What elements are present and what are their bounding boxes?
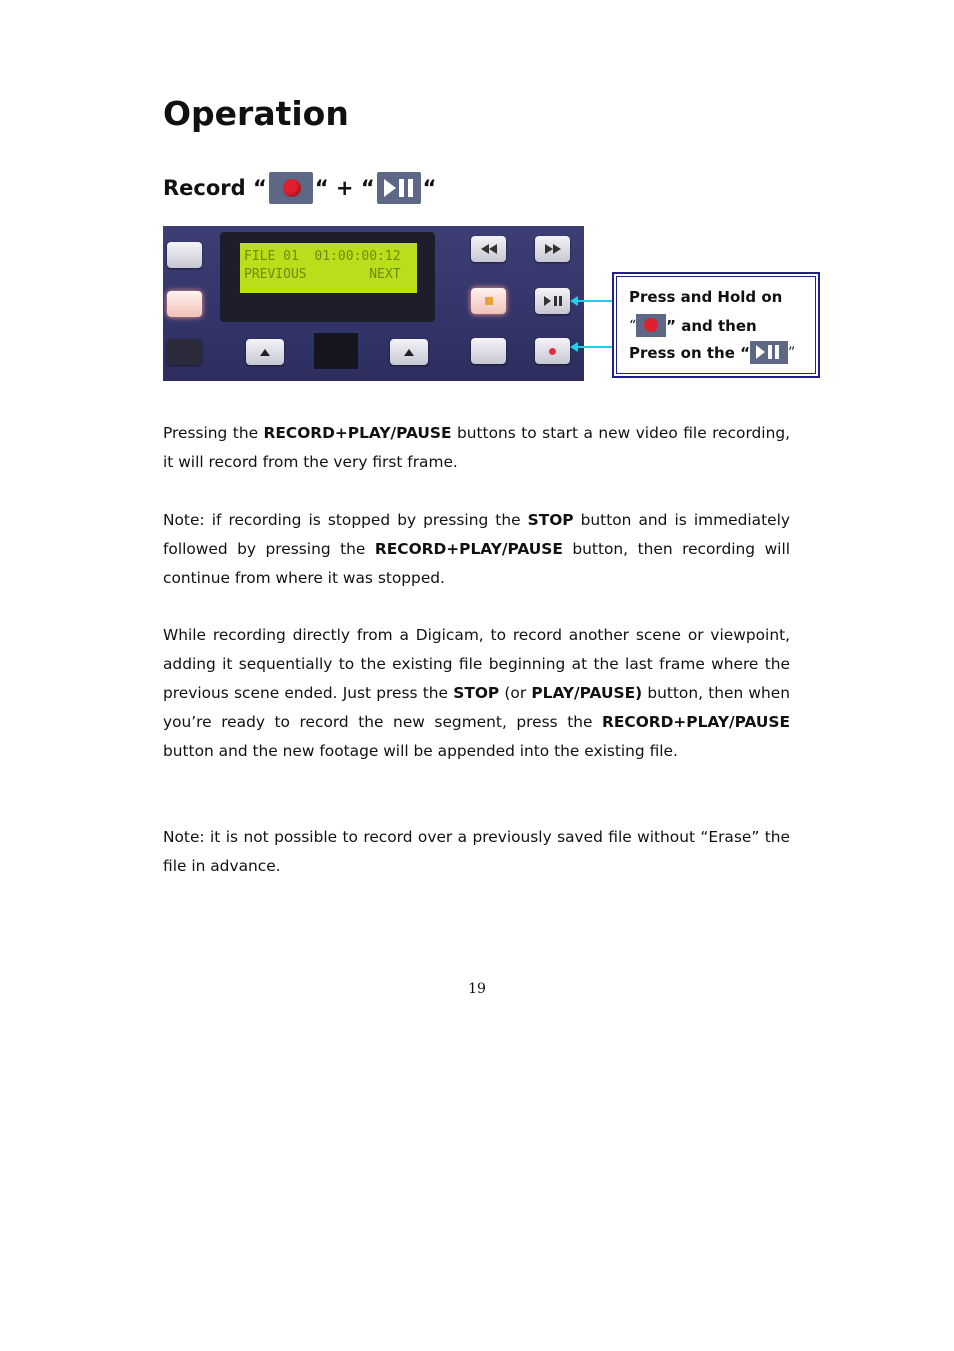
panel-record-button (535, 338, 570, 364)
callout-line-1 (629, 288, 782, 306)
device-panel-photo (163, 226, 584, 381)
page-title: Operation (163, 94, 349, 133)
p4-text-a: Note: it is not possible to record over a previously saved file without “Erase” the file in advance. (163, 828, 790, 875)
callout-line-3-text: Press on the “ (629, 343, 750, 362)
p3-text-c: (or (499, 684, 532, 702)
panel-search-button (471, 338, 506, 364)
callout-play-pause-icon (750, 341, 788, 364)
lcd-line-2: PREVIOUS NEXT (244, 267, 401, 282)
p2-bold-stop: STOP (527, 511, 574, 529)
paragraph-note-stop (163, 506, 790, 593)
p2-bold-record-play-pause: RECORD+PLAY/PAUSE (374, 540, 563, 558)
panel-eject-left-button (246, 339, 284, 365)
p2-text-a: Note: if recording is stopped by pressing the (163, 511, 528, 529)
paragraph-note-erase (163, 823, 790, 881)
panel-glowing-button (167, 291, 202, 317)
panel-eject-right-button (390, 339, 428, 365)
lcd-line-1: FILE 01 01:00:00:12 (244, 249, 401, 264)
callout-quote-close: ” (787, 344, 796, 361)
p3-bold-record-play-pause: RECORD+PLAY/PAUSE (602, 713, 790, 731)
p3-bold-play-pause: PLAY/PAUSE) (531, 684, 643, 702)
panel-forward-button (535, 236, 570, 262)
callout-quote-open: “ (629, 317, 637, 334)
lcd-frame (220, 232, 435, 322)
panel-stop-button (471, 288, 506, 314)
p2-text-d: button, then recording will continue from where it was stopped. (163, 540, 790, 587)
p1-text-a: Pressing the (163, 424, 264, 442)
paragraph-record-start (163, 419, 790, 477)
quote-close: “ (422, 176, 437, 200)
page-number: 19 (468, 981, 486, 997)
p2-text-c: button and is immediately followed by pressing the (163, 511, 790, 558)
panel-menu-button (167, 242, 202, 268)
quote-open: “ (253, 176, 267, 200)
p3-text-d: button, then when you’re ready to record the new segment, press the (163, 684, 790, 731)
callout-line-2 (629, 314, 757, 337)
p3-bold-stop: STOP (453, 684, 500, 702)
panel-rewind-button (471, 236, 506, 262)
lcd-display (240, 243, 417, 293)
p3-text-e: button and the new footage will be appended into the existing file. (163, 742, 678, 760)
panel-dark-window (314, 333, 358, 369)
panel-dark-button (167, 339, 202, 365)
callout-arrow-upper (578, 300, 613, 302)
callout-record-icon (636, 314, 666, 337)
section-heading-label: Record (163, 176, 246, 200)
plus-separator: “ + “ (314, 176, 375, 200)
record-button-icon (269, 172, 313, 204)
callout-line-2-text: ” and then (666, 316, 757, 335)
paragraph-digicam-recording (163, 621, 790, 766)
section-heading-record (163, 168, 436, 208)
play-pause-button-icon (377, 172, 421, 204)
callout-arrow-lower (578, 346, 613, 348)
p1-text-c: buttons to start a new video file recording, it will record from the very first frame. (163, 424, 790, 471)
panel-play-pause-button (535, 288, 570, 314)
callout-arrowhead-lower (570, 342, 578, 352)
p3-text-a: While recording directly from a Digicam, to record another scene or viewpoint, adding it sequentially to the existing file beginning at the last frame where the previous scene ended. Just press the (163, 626, 790, 702)
callout-arrowhead-upper (570, 296, 578, 306)
callout-line-3 (629, 341, 795, 364)
callout-box (612, 272, 820, 378)
callout-line-1-text: Press and Hold on (629, 288, 783, 306)
p1-bold-record-play-pause: RECORD+PLAY/PAUSE (263, 424, 452, 442)
